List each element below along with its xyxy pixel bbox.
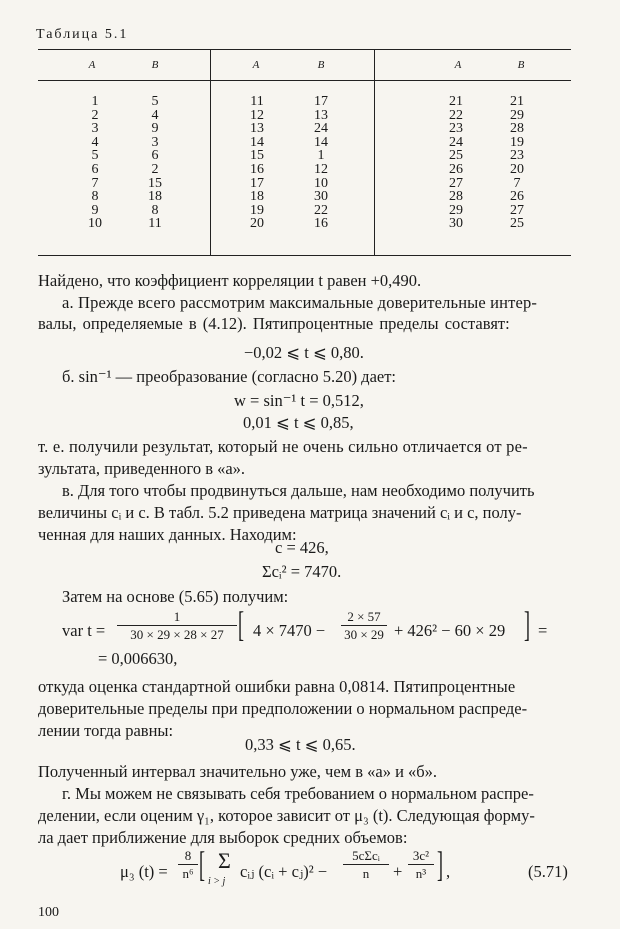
table-cell: 4 <box>91 134 99 150</box>
equation-interval-b: 0,01 ⩽ t ⩽ 0,85, <box>243 413 354 432</box>
table-column-a3 <box>441 95 471 231</box>
table-cell: 13 <box>314 107 328 123</box>
mu3-fraction-2-numerator: 5cΣcᵢ <box>352 848 380 863</box>
table-cell: 28 <box>510 121 524 137</box>
table-cell: 11 <box>148 216 162 232</box>
mu3-fraction-3-numerator: 3c² <box>412 848 430 863</box>
table-cell: 17 <box>314 94 328 109</box>
mu3-fraction-2-denominator: n <box>343 864 389 882</box>
mu3-fraction-1-denominator: n⁶ <box>178 864 198 882</box>
sum-symbol: Σ <box>218 848 231 873</box>
table-cell: 7 <box>513 175 521 191</box>
fraction-2-numerator: 2 × 57 <box>347 609 381 624</box>
equation-mu3-body: cᵢⱼ (cᵢ + cⱼ)² − <box>240 862 328 881</box>
table-column-a2 <box>242 95 272 231</box>
table-cell: 14 <box>250 134 264 150</box>
fraction-2-denominator: 30 × 29 <box>341 625 387 643</box>
equation-interval-a: −0,02 ⩽ t ⩽ 0,80. <box>244 343 364 362</box>
paragraph-then: Затем на основе (5.65) получим: <box>62 587 289 606</box>
table-cell: 28 <box>449 189 463 205</box>
paragraph-result-line1: т. е. получили результат, который не очень сильно отличается от ре- <box>38 437 528 456</box>
equation-var-lhs: var t = <box>62 621 106 640</box>
table-cell: 25 <box>449 148 463 164</box>
table-divider-2 <box>374 49 375 255</box>
paragraph-v-line2: величины cᵢ и c. В табл. 5.2 приведена матрица значений cᵢ и c, полу- <box>38 503 522 522</box>
fraction-1-denominator: 30 × 29 × 28 × 27 <box>117 625 237 643</box>
table-cell: 30 <box>314 189 328 205</box>
equation-var-equals: = <box>538 621 548 640</box>
table-cell: 13 <box>250 121 264 137</box>
equation-var-fraction-1 <box>117 609 237 643</box>
table-cell: 23 <box>510 148 524 164</box>
table-bottom-rule <box>38 255 571 256</box>
table-cell: 26 <box>510 189 524 205</box>
table-cell: 15 <box>148 175 162 191</box>
table-cell: 16 <box>314 216 328 232</box>
paragraph-a-line1: а. Прежде всего рассмотрим максимальные доверительные интер- <box>62 293 538 312</box>
equation-sum-c-squared: Σcᵢ² = 7470. <box>262 562 342 581</box>
equation-var-term2: + 426² − 60 × 29 <box>394 621 506 640</box>
equation-mu3-fraction-3 <box>408 848 434 882</box>
table-cell: 12 <box>314 161 328 177</box>
equation-var-result: = 0,006630, <box>98 649 178 668</box>
paragraph-g-line2: делении, если оценим γ₁, которое зависит от μ₃ (t). Следующая форму- <box>38 806 535 825</box>
table-cell: 26 <box>449 161 463 177</box>
table-top-rule <box>38 49 571 50</box>
mu3-right-bracket: ] <box>437 844 443 884</box>
left-bracket: [ <box>238 604 244 644</box>
table-cell: 18 <box>250 189 264 205</box>
table-cell: 3 <box>151 134 159 150</box>
right-bracket: ] <box>524 604 530 644</box>
table-cell: 20 <box>250 216 264 232</box>
paragraph-g-line1: г. Мы можем не связывать себя требованием о нормальном распре- <box>62 784 534 803</box>
table-cell: 14 <box>314 134 328 150</box>
equation-interval-normal: 0,33 ⩽ t ⩽ 0,65. <box>245 735 356 754</box>
table-cell: 12 <box>250 107 264 123</box>
table-cell: 10 <box>88 216 102 232</box>
table-cell: 29 <box>449 202 463 218</box>
fraction-1-numerator: 1 <box>173 609 181 624</box>
table-cell: 18 <box>148 189 162 205</box>
equation-mu3-comma: , <box>446 862 451 881</box>
table-column-b2 <box>306 95 336 231</box>
table-header-a3: A <box>454 59 462 71</box>
mu3-left-bracket: [ <box>199 844 205 884</box>
equation-mu3-plus: + <box>393 862 403 881</box>
equation-c: c = 426, <box>275 538 329 557</box>
paragraph-v-line1: в. Для того чтобы продвинуться дальше, нам необходимо получить <box>62 481 535 500</box>
table-cell: 1 <box>91 94 99 109</box>
table-cell: 4 <box>151 107 159 123</box>
table-cell: 24 <box>449 134 463 150</box>
table-cell: 22 <box>449 107 463 123</box>
table-cell: 8 <box>151 202 159 218</box>
table-column-a1 <box>80 95 110 231</box>
table-cell: 3 <box>91 121 99 137</box>
paragraph-stderr-line1: откуда оценка стандартной ошибки равна 0,0814. Пятипроцентные <box>38 677 516 696</box>
table-cell: 25 <box>510 216 524 232</box>
table-cell: 2 <box>151 161 159 177</box>
table-cell: 23 <box>449 121 463 137</box>
table-cell: 22 <box>314 202 328 218</box>
table-cell: 8 <box>91 189 99 205</box>
table-cell: 16 <box>250 161 264 177</box>
table-caption: Таблица 5.1 <box>36 27 129 42</box>
table-cell: 19 <box>250 202 264 218</box>
table-header-b2: B <box>317 59 325 71</box>
table-header-b3: B <box>517 59 525 71</box>
table-header-a2: A <box>252 59 260 71</box>
paragraph-result-line2: зультата, приведенного в «а». <box>38 459 246 478</box>
table-cell: 24 <box>314 121 328 137</box>
table-cell: 27 <box>449 175 463 191</box>
table-cell: 11 <box>250 94 264 109</box>
table-cell: 5 <box>151 94 159 109</box>
table-cell: 10 <box>314 175 328 191</box>
paragraph-narrower: Полученный интервал значительно уже, чем в «а» и «б». <box>38 762 438 781</box>
paragraph-b: б. sin⁻¹ — преобразование (согласно 5.20) дает: <box>62 367 397 386</box>
table-cell: 9 <box>151 121 159 137</box>
table-cell: 29 <box>510 107 524 123</box>
equation-mu3-fraction-1 <box>178 848 198 882</box>
equation-var-term1: 4 × 7470 − <box>253 621 326 640</box>
table-cell: 6 <box>151 148 159 164</box>
table-cell: 6 <box>91 161 99 177</box>
table-header-a1: A <box>88 59 96 71</box>
equation-mu3-lhs: μ₃ (t) = <box>120 862 168 881</box>
table-column-b3 <box>502 95 532 231</box>
table-header-rule <box>38 80 571 81</box>
table-header-b1: B <box>151 59 159 71</box>
table-column-b1 <box>140 95 170 231</box>
equation-sin-transform: w = sin⁻¹ t = 0,512, <box>234 391 364 410</box>
paragraph-a-line2: валы, определяемые в (4.12). Пятипроцентные пределы составят: <box>38 314 510 333</box>
mu3-fraction-3-denominator: n³ <box>408 864 434 882</box>
table-cell: 2 <box>91 107 99 123</box>
equation-mu3-fraction-2 <box>343 848 389 882</box>
paragraph-stderr-line2: доверительные пределы при предположении о нормальном распреде- <box>38 699 528 718</box>
equation-number: (5.71) <box>528 862 568 881</box>
table-cell: 15 <box>250 148 264 164</box>
table-cell: 9 <box>91 202 99 218</box>
table-cell: 27 <box>510 202 524 218</box>
table-cell: 30 <box>449 216 463 232</box>
table-cell: 17 <box>250 175 264 191</box>
table-cell: 1 <box>317 148 325 164</box>
table-cell: 20 <box>510 161 524 177</box>
paragraph-stderr-line3: лении тогда равны: <box>38 721 174 740</box>
table-cell: 7 <box>91 175 99 191</box>
equation-var-fraction-2 <box>341 609 387 643</box>
sum-subscript: i > j <box>208 876 226 887</box>
paragraph-correlation: Найдено, что коэффициент корреляции t равен +0,490. <box>38 271 422 290</box>
mu3-fraction-1-numerator: 8 <box>184 848 192 863</box>
table-cell: 21 <box>449 94 463 109</box>
table-cell: 5 <box>91 148 99 164</box>
paragraph-v-line3: ченная для наших данных. Находим: <box>38 525 297 544</box>
paragraph-g-line3: ла дает приближение для выборок средних объемов: <box>38 828 408 847</box>
table-cell: 19 <box>510 134 524 150</box>
page-number: 100 <box>38 905 59 920</box>
table-cell: 21 <box>510 94 524 109</box>
table-divider-1 <box>210 49 211 255</box>
